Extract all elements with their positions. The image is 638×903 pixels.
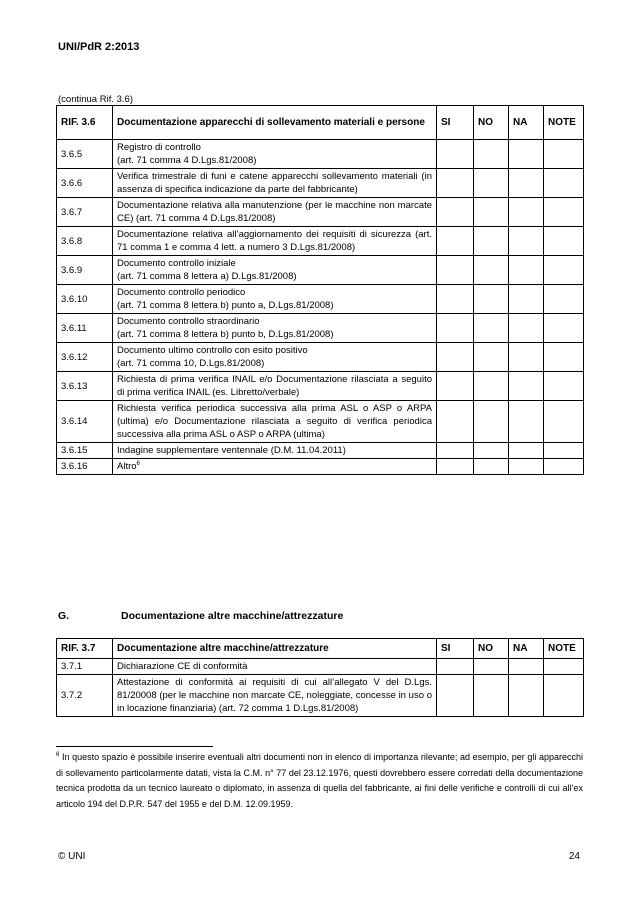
row-ref: 3.6.12	[57, 343, 113, 372]
footnote-separator	[56, 746, 213, 747]
cell-no[interactable]	[474, 443, 509, 459]
header-na: NA	[509, 639, 544, 659]
row-ref: 3.6.16	[57, 459, 113, 475]
table-row	[57, 443, 584, 459]
header-ref: RIF. 3.6	[57, 106, 113, 140]
cell-si[interactable]	[437, 227, 474, 256]
cell-si[interactable]	[437, 659, 474, 675]
row-ref: 3.6.6	[57, 169, 113, 198]
cell-no[interactable]	[474, 227, 509, 256]
row-description-text: Verifica trimestrale di funi e catene apparecchi sollevamento materiali (in assenza di specifica indicazione da parte del fabbricante)	[117, 171, 432, 195]
cell-note[interactable]	[544, 169, 584, 198]
section-heading	[58, 610, 343, 622]
row-ref: 3.6.8	[57, 227, 113, 256]
footnote-marker: 6	[56, 752, 60, 758]
cell-si[interactable]	[437, 140, 474, 169]
row-ref: 3.6.15	[57, 443, 113, 459]
table-row	[57, 343, 584, 372]
cell-note[interactable]	[544, 675, 584, 717]
copyright: © UNI	[58, 851, 86, 862]
row-description	[113, 169, 437, 198]
row-ref: 3.6.14	[57, 401, 113, 443]
cell-no[interactable]	[474, 675, 509, 717]
cell-note[interactable]	[544, 227, 584, 256]
cell-na[interactable]	[509, 140, 544, 169]
row-description-text: Documentazione relativa all’aggiornamento dei requisiti di sicurezza (art. 71 comma 1 e comma 4 lett. a numero 3 D.Lgs.81/2008)	[117, 229, 432, 253]
cell-note[interactable]	[544, 401, 584, 443]
row-ref: 3.6.9	[57, 256, 113, 285]
cell-no[interactable]	[474, 285, 509, 314]
row-description	[113, 459, 437, 475]
cell-note[interactable]	[544, 256, 584, 285]
table-row	[57, 459, 584, 475]
table-row	[57, 140, 584, 169]
row-description	[113, 659, 437, 675]
continuation-note: (continua Rif. 3.6)	[58, 94, 133, 105]
cell-no[interactable]	[474, 256, 509, 285]
cell-na[interactable]	[509, 401, 544, 443]
page-number: 24	[568, 851, 580, 862]
cell-no[interactable]	[474, 198, 509, 227]
row-description	[113, 675, 437, 717]
cell-si[interactable]	[437, 285, 474, 314]
cell-note[interactable]	[544, 659, 584, 675]
cell-note[interactable]	[544, 140, 584, 169]
document-header: UNI/PdR 2:2013	[58, 41, 140, 53]
row-description	[113, 198, 437, 227]
table-row	[57, 198, 584, 227]
cell-si[interactable]	[437, 372, 474, 401]
cell-si[interactable]	[437, 459, 474, 475]
row-description-text: Richiesta di prima verifica INAIL e/o Documentazione rilasciata a seguito di prima verifica INAIL (es. Libretto/verbale)	[117, 374, 432, 398]
cell-na[interactable]	[509, 459, 544, 475]
header-note: NOTE	[544, 639, 584, 659]
cell-na[interactable]	[509, 675, 544, 717]
table-row	[57, 401, 584, 443]
table-header-row	[57, 106, 584, 140]
cell-note[interactable]	[544, 285, 584, 314]
cell-na[interactable]	[509, 227, 544, 256]
cell-na[interactable]	[509, 314, 544, 343]
checklist-table-3-6	[56, 105, 584, 475]
table-row	[57, 169, 584, 198]
section-label: G.	[58, 610, 70, 622]
cell-si[interactable]	[437, 401, 474, 443]
section-title: Documentazione altre macchine/attrezzature	[121, 610, 344, 622]
cell-note[interactable]	[544, 198, 584, 227]
table-row	[57, 314, 584, 343]
row-ref: 3.6.10	[57, 285, 113, 314]
cell-note[interactable]	[544, 314, 584, 343]
header-ref: RIF. 3.7	[57, 639, 113, 659]
footnote-text: In questo spazio è possibile inserire eventuali altri documenti non in elenco di importanza rilevante; ad esempio, per gli apparecchi di sollevamento particolarmente datati, vista la C.M. n° 77 del 23.12.1976, questi dovrebbero essere corredati della documentazione tecnica prodotta da un tecnico laureato o diplomato, in assenza di quella del fabbricante, ai fini delle verifiche e controlli di cui all’ex articolo 194 del D.P.R. 547 del 1955 e del D.M. 12.09.1959.	[56, 752, 583, 809]
row-description-text: Indagine supplementare ventennale (D.M. 11.04.2011)	[117, 445, 346, 456]
cell-no[interactable]	[474, 314, 509, 343]
row-description	[113, 401, 437, 443]
row-description-text: Documento controllo iniziale (art. 71 comma 8 lettera a) D.Lgs.81/2008)	[117, 258, 297, 282]
cell-na[interactable]	[509, 659, 544, 675]
cell-na[interactable]	[509, 443, 544, 459]
cell-na[interactable]	[509, 343, 544, 372]
row-description-text: Documentazione relativa alla manutenzione (per le macchine non marcate CE) (art. 71 comma 4 D.Lgs.81/2008)	[117, 200, 432, 224]
header-description: Documentazione altre macchine/attrezzature	[113, 639, 437, 659]
header-description: Documentazione apparecchi di sollevamento materiali e persone	[113, 106, 437, 140]
row-description	[113, 372, 437, 401]
cell-no[interactable]	[474, 401, 509, 443]
table-row	[57, 227, 584, 256]
row-description	[113, 256, 437, 285]
cell-na[interactable]	[509, 169, 544, 198]
table-row	[57, 675, 584, 717]
table-row	[57, 285, 584, 314]
header-no: NO	[474, 639, 509, 659]
cell-no[interactable]	[474, 659, 509, 675]
cell-na[interactable]	[509, 256, 544, 285]
row-description-text: Registro di controllo (art. 71 comma 4 D.Lgs.81/2008)	[117, 142, 257, 166]
row-description	[113, 227, 437, 256]
cell-si[interactable]	[437, 675, 474, 717]
row-description-text: Documento ultimo controllo con esito positivo (art. 71 comma 10, D.Lgs.81/2008)	[117, 345, 308, 369]
cell-na[interactable]	[509, 198, 544, 227]
table-row	[57, 256, 584, 285]
cell-note[interactable]	[544, 459, 584, 475]
row-description	[113, 443, 437, 459]
cell-no[interactable]	[474, 140, 509, 169]
table-row	[57, 659, 584, 675]
cell-si[interactable]	[437, 198, 474, 227]
cell-si[interactable]	[437, 343, 474, 372]
row-ref: 3.6.13	[57, 372, 113, 401]
table-header-row	[57, 639, 584, 659]
cell-na[interactable]	[509, 372, 544, 401]
cell-no[interactable]	[474, 343, 509, 372]
row-description	[113, 140, 437, 169]
cell-si[interactable]	[437, 169, 474, 198]
header-si: SI	[437, 106, 474, 140]
row-ref: 3.6.7	[57, 198, 113, 227]
footnote	[56, 750, 583, 812]
cell-no[interactable]	[474, 372, 509, 401]
header-no: NO	[474, 106, 509, 140]
row-description-text: Attestazione di conformità ai requisiti di cui all’allegato V del D.Lgs. 81/20008 (per le macchine non marcate CE, noleggiate, concesse in uso o in locazione finanziaria) (art. 72 comma 1 D.Lgs.81/2008)	[117, 677, 432, 714]
cell-si[interactable]	[437, 256, 474, 285]
row-description	[113, 314, 437, 343]
row-description-text: Documento controllo periodico (art. 71 comma 8 lettera b) punto a, D.Lgs.81/2008)	[117, 287, 334, 311]
cell-si[interactable]	[437, 443, 474, 459]
cell-note[interactable]	[544, 372, 584, 401]
header-note: NOTE	[544, 106, 584, 140]
row-ref: 3.6.5	[57, 140, 113, 169]
cell-na[interactable]	[509, 285, 544, 314]
row-description-text: Richiesta verifica periodica successiva alla prima ASL o ASP o ARPA (ultima) e/o Documentazione rilasciata a seguito di verifica periodica successiva alla prima ASL o ASP o ARPA (ultima)	[117, 403, 432, 440]
table-row	[57, 372, 584, 401]
row-description-text: Altro	[117, 461, 137, 472]
header-na: NA	[509, 106, 544, 140]
footnote-ref: 6	[136, 460, 140, 467]
cell-note[interactable]	[544, 343, 584, 372]
row-description-text: Documento controllo straordinario (art. 71 comma 8 lettera b) punto b, D.Lgs.81/2008)	[117, 316, 334, 340]
header-si: SI	[437, 639, 474, 659]
row-ref: 3.7.1	[57, 659, 113, 675]
cell-si[interactable]	[437, 314, 474, 343]
cell-no[interactable]	[474, 459, 509, 475]
row-description	[113, 343, 437, 372]
row-description	[113, 285, 437, 314]
cell-note[interactable]	[544, 443, 584, 459]
row-description-text: Dichiarazione CE di conformità	[117, 661, 248, 672]
row-ref: 3.6.11	[57, 314, 113, 343]
row-ref: 3.7.2	[57, 675, 113, 717]
checklist-table-3-7	[56, 638, 584, 717]
cell-no[interactable]	[474, 169, 509, 198]
